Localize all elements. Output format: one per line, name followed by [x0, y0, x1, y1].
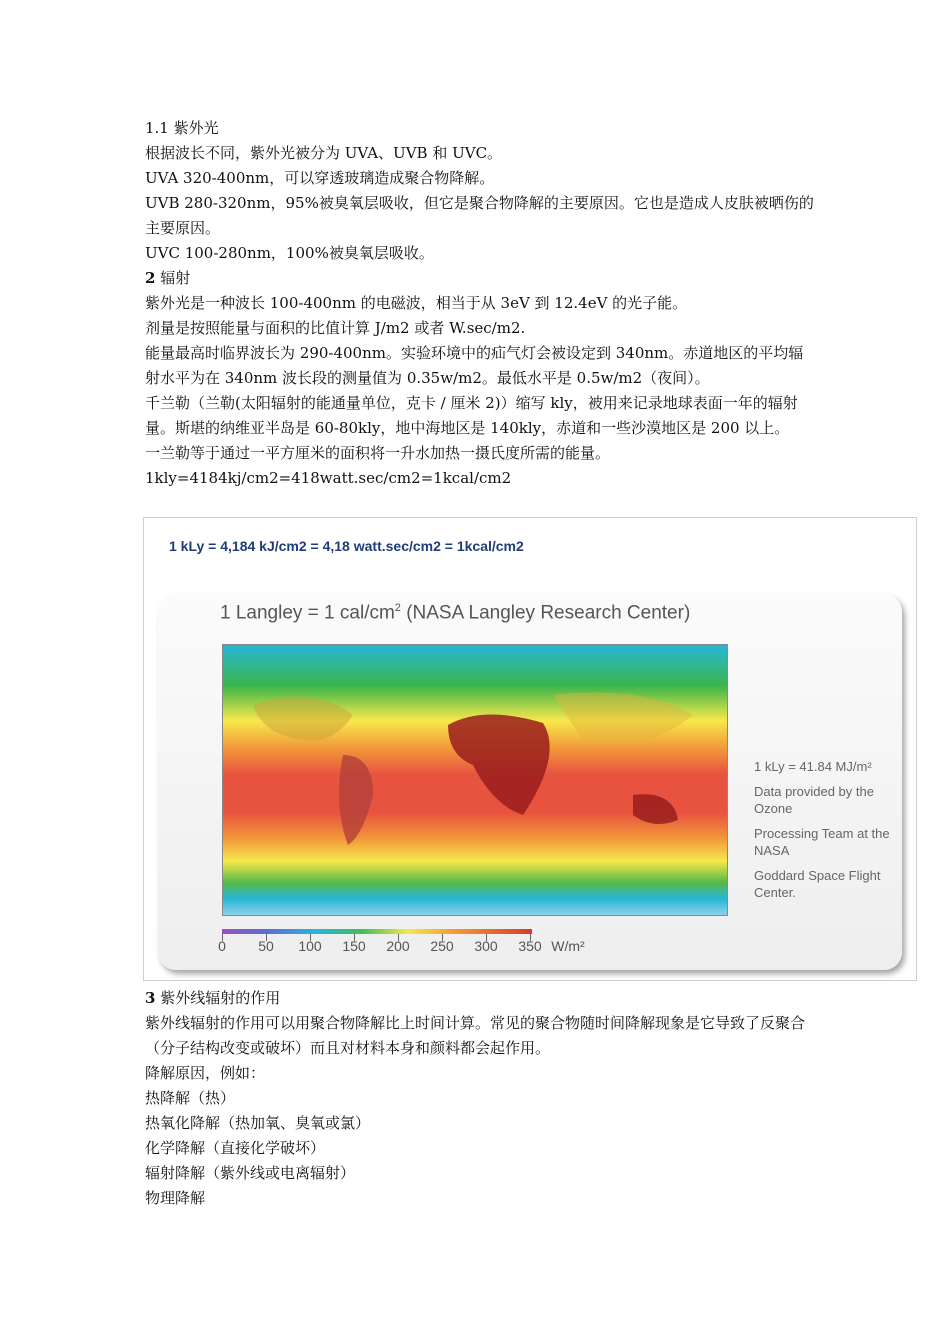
heading-text: 辐射: [155, 269, 191, 287]
note: Processing Team at the NASA: [754, 826, 890, 858]
section-2-heading: [145, 266, 815, 291]
paragraph: 紫外光是一种波长 100-400nm 的电磁波，相当于从 3eV 到 12.4eV 的光子能。: [145, 294, 688, 312]
paragraph: 千兰勒（兰勒(太阳辐射的能通量单位，克卡 / 厘米 2)）缩写 kly，被用来记录地球表面一年的辐射量。斯堪的纳维亚半岛是 60-80kly，地中海地区是 140kly，赤道和一些沙漠地区是 200 以上。: [145, 394, 798, 437]
world-radiation-map: [222, 644, 728, 916]
scale-label: 50: [258, 938, 274, 954]
paragraph: UVA 320-400nm，可以穿透玻璃造成聚合物降解。: [145, 169, 495, 187]
heading-number: 2: [145, 269, 156, 287]
paragraph: UVC 100-280nm，100%被臭氧层吸收。: [145, 244, 434, 262]
map-title: 1 Langley = 1 cal/$cm^2$ (NASA Langley Research Center): [220, 602, 691, 624]
paragraph: 热氧化降解（热加氧、臭氧或氯）: [145, 1114, 371, 1132]
scale-unit: W/m²: [551, 938, 585, 954]
paragraph: 能量最高时临界波长为 290-400nm。实验环境中的疝气灯会被设定到 340nm。赤道地区的平均辐射水平为在 340nm 波长段的测量值为 0.35w/m2。最低水平是 0.5w/m2（夜间）。: [145, 344, 804, 387]
scale-label: 300: [474, 938, 498, 954]
paragraph: 热降解（热）: [145, 1089, 236, 1107]
scale-label: 350: [518, 938, 542, 954]
paragraph: UVB 280-320nm，95%被臭氧层吸收，但它是聚合物降解的主要原因。它也是造成人皮肤被晒伤的主要原因。: [145, 194, 814, 237]
paragraph: 一兰勒等于通过一平方厘米的面积将一升水加热一摄氏度所需的能量。: [145, 444, 611, 462]
heading-number: 3: [145, 989, 156, 1007]
figure-formula: 1 kLy = 4,184 kJ/cm2 = 4,18 watt.sec/cm2 = 1kcal/cm2: [169, 538, 524, 554]
map-notes: [754, 758, 894, 909]
paragraph: 降解原因，例如：: [145, 1064, 266, 1082]
paragraph: 化学降解（直接化学破坏）: [145, 1139, 326, 1157]
langley-figure: [143, 517, 917, 981]
map-panel: [158, 594, 902, 970]
section-1-and-2: [145, 116, 815, 491]
note: 1 kLy = 41.84 MJ/m²: [754, 759, 872, 774]
note: Data provided by the Ozone: [754, 784, 874, 816]
section-3-heading: [145, 986, 815, 1011]
paragraph: 辐射降解（紫外线或电离辐射）: [145, 1164, 356, 1182]
section-3: [145, 986, 815, 1211]
paragraph: 物理降解: [145, 1189, 206, 1207]
paragraph: 1kly=4184kj/cm2=418watt.sec/cm2=1kcal/cm2: [145, 469, 512, 487]
scale-label: 250: [430, 938, 454, 954]
paragraph: 根据波长不同，紫外光被分为 UVA、UVB 和 UVC。: [145, 144, 503, 162]
section-1-1-heading: 1.1 紫外光: [145, 119, 219, 137]
scale-label: 100: [298, 938, 322, 954]
scale-label: 200: [386, 938, 410, 954]
note: Goddard Space Flight Center.: [754, 868, 881, 900]
scale-label: 0: [218, 938, 226, 954]
paragraph: 剂量是按照能量与面积的比值计算 J/m2 或者 W.sec/m2.: [145, 319, 526, 337]
paragraph: 紫外线辐射的作用可以用聚合物降解比上时间计算。常见的聚合物随时间降解现象是它导致了反聚合（分子结构改变或破坏）而且对材料本身和颜料都会起作用。: [145, 1014, 806, 1057]
heading-text: 紫外线辐射的作用: [155, 989, 281, 1007]
scale-label: 150: [342, 938, 366, 954]
